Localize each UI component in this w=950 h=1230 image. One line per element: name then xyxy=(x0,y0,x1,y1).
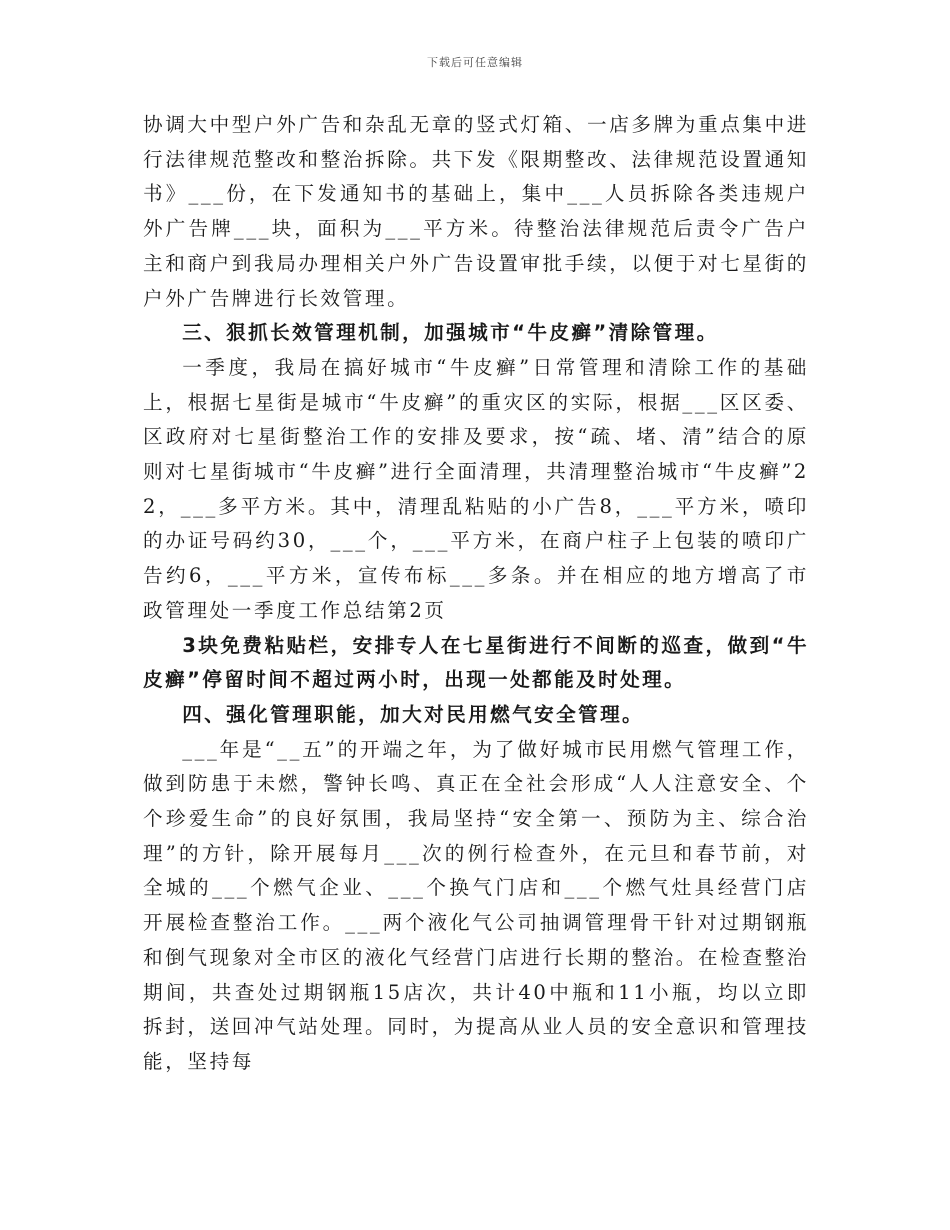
section-heading-4: 四、强化管理职能，加大对民用燃气安全管理。 xyxy=(182,702,645,726)
paragraph-free-boards: 3块免费粘贴栏，安排专人在七星街进行不间断的巡查，做到“牛皮癣”停留时间不超过两小时，出现一处都能及时处理。 xyxy=(143,633,809,692)
paragraph-gas-safety: ___年是“__五”的开端之年，为了做好城市民用燃气管理工作，做到防患于未燃，警钟长鸣、真正在全社会形成“人人注意安全、个个珍爱生命”的良好氛围，我局坚持“安全第一、预防为主、综合治理”的方针，除开展每月___次的例行检查外，在元旦和春节前，对全城的___个燃气企业、___个换气门店和___个燃气灶具经营门店开展检查整治工作。___两个液化气公司抽调管理骨干针对过期钢瓶和倒气现象对全市区的液化气经营门店进行长期的整治。在检查整治期间，共查处过期钢瓶15店次，共计40中瓶和11小瓶，均以立即拆封，送回冲气站处理。同时，为提高从业人员的安全意识和管理技能，坚持每 xyxy=(143,737,809,1073)
paragraph-outdoor-ads: 协调大中型户外广告和杂乱无章的竖式灯箱、一店多牌为重点集中进行法律规范整改和整治拆除。共下发《限期整改、法律规范设置通知书》___份，在下发通知书的基础上，集中___人员拆除各类违规户外广告牌___块，面积为___平方米。待整治法律规范后责令广告户主和商户到我局办理相关户外广告设置审批手续，以便于对七星街的户外广告牌进行长效管理。 xyxy=(143,113,809,310)
page-header: 下载后可任意编辑 xyxy=(427,56,523,69)
section-heading-3: 三、狠抓长效管理机制，加强城市“牛皮癣”清除管理。 xyxy=(182,321,719,345)
paragraph-first-quarter: 一季度，我局在搞好城市“牛皮癣”日常管理和清除工作的基础上，根据七星街是城市“牛皮癣”的重灾区的实际，根据___区区委、区政府对七星街整治工作的安排及要求，按“疏、堵、清”结合的原则对七星街城市“牛皮癣”进行全面清理，共清理整治城市“牛皮癣”22，___多平方米。其中，清理乱粘贴的小广告8，___平方米，喷印的办证号码约30，___个，___平方米，在商户柱子上包装的喷印广告约6，___平方米，宣传布标___多条。并在相应的地方增高了市政管理处一季度工作总结第2页 xyxy=(143,355,809,622)
document-body xyxy=(143,108,809,1080)
